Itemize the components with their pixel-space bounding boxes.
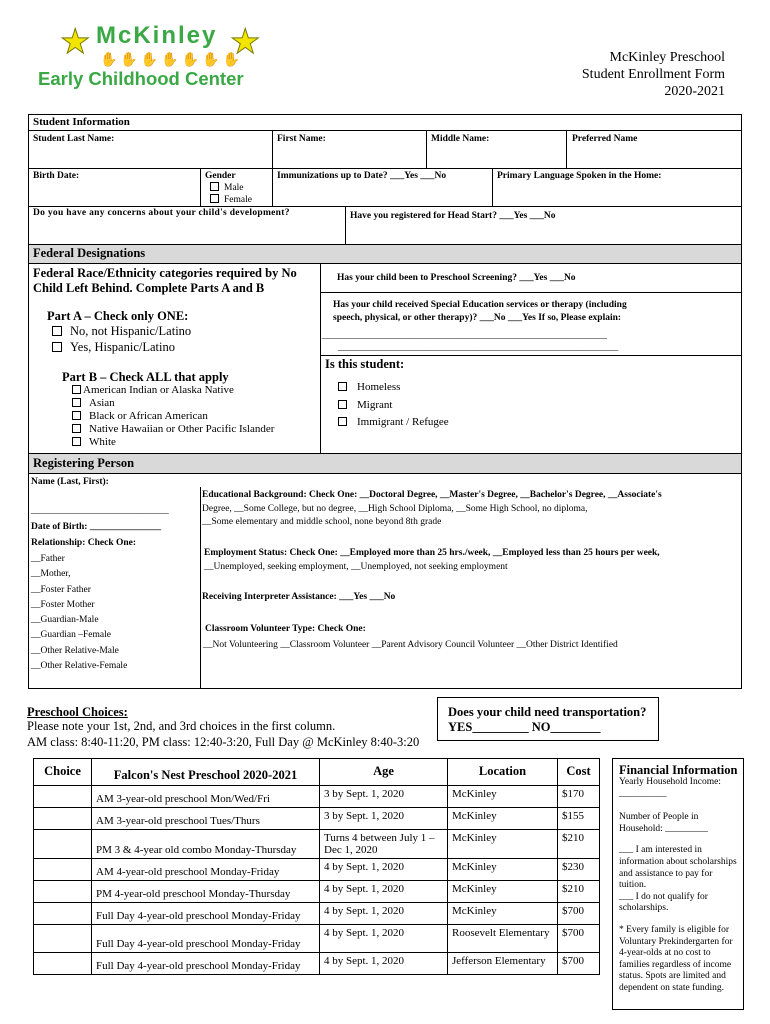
table-row: [34, 903, 600, 925]
people-label[interactable]: Number of People in Household: _________: [619, 812, 708, 834]
cost-cell: $210: [558, 830, 600, 859]
interested-option[interactable]: ___ I am interested in information about scholarships and assistance to pay for tuition.: [619, 845, 737, 891]
reg-dob-label[interactable]: Date of Birth: _______________: [31, 522, 162, 532]
table-row: [34, 859, 600, 881]
age-cell: 4 by Sept. 1, 2020: [320, 925, 448, 953]
choice-cell[interactable]: [34, 830, 92, 859]
checkbox-icon[interactable]: [210, 182, 219, 191]
th-program: Falcon's Nest Preschool 2020-2021: [92, 759, 320, 786]
choice-cell[interactable]: [34, 859, 92, 881]
sped-explain-blank[interactable]: ____________________________________________________________ ___________________________________________________________: [322, 331, 619, 353]
th-cost: Cost: [558, 759, 600, 786]
transport-answer[interactable]: YES_________ NO________: [448, 720, 601, 734]
part-b-option[interactable]: American Indian or Alaska Native: [72, 384, 234, 396]
location-cell: Roosevelt Elementary: [448, 925, 558, 953]
program-cell: AM 3-year-old preschool Mon/Wed/Fri: [92, 786, 320, 808]
program-cell: Full Day 4-year-old preschool Monday-Friday: [92, 925, 320, 953]
gender-label: Gender: [205, 171, 236, 181]
age-cell: 3 by Sept. 1, 2020: [320, 786, 448, 808]
part-a-label: Part A – Check only ONE:: [47, 309, 189, 323]
volunteer-label: Classroom Volunteer Type: Check One:: [205, 624, 366, 634]
cost-cell: $700: [558, 925, 600, 953]
location-cell: McKinley: [448, 830, 558, 859]
gender-male-option[interactable]: Male: [210, 182, 244, 193]
class-times: AM class: 8:40-11:20, PM class: 12:40-3:20, Full Day @ McKinley 8:40-3:20: [27, 735, 420, 749]
cost-cell: $700: [558, 953, 600, 975]
table-row: [34, 830, 600, 859]
part-a-option[interactable]: Yes, Hispanic/Latino: [52, 340, 175, 355]
location-cell: McKinley: [448, 881, 558, 903]
table-row: [34, 808, 600, 830]
race-question: Federal Race/Ethnicity categories required by No Child Left Behind. Complete Parts A and B: [33, 266, 297, 295]
federal-title: Federal Designations: [33, 246, 146, 260]
gender-female-option[interactable]: Female: [210, 194, 252, 205]
age-cell: Turns 4 between July 1 – Dec 1, 2020: [320, 830, 448, 859]
cost-cell: $155: [558, 808, 600, 830]
checkbox-icon[interactable]: [338, 400, 347, 409]
part-a-option[interactable]: No, not Hispanic/Latino: [52, 324, 191, 339]
choice-cell[interactable]: [34, 925, 92, 953]
table-row: [34, 953, 600, 975]
part-b-option[interactable]: Native Hawaiian or Other Pacific Islander: [72, 423, 274, 435]
birth-date-label[interactable]: Birth Date:: [33, 171, 80, 181]
title-line2: Student Enrollment Form: [581, 67, 725, 82]
program-cell: Full Day 4-year-old preschool Monday-Friday: [92, 953, 320, 975]
rel-option[interactable]: __Guardian –Female: [31, 630, 111, 641]
checkbox-icon[interactable]: [210, 194, 219, 203]
rel-option[interactable]: __Other Relative-Male: [31, 645, 119, 656]
middle-name-label[interactable]: Middle Name:: [431, 134, 490, 144]
rel-option[interactable]: __Father: [31, 554, 65, 564]
cost-cell: $230: [558, 859, 600, 881]
status-option[interactable]: Migrant: [338, 399, 392, 411]
part-b-option[interactable]: Black or African American: [72, 410, 208, 422]
hands-icon: ✋✋✋✋✋✋✋: [100, 53, 244, 68]
choice-cell[interactable]: [34, 903, 92, 925]
rel-option[interactable]: __Mother,: [31, 569, 71, 580]
location-cell: Jefferson Elementary: [448, 953, 558, 975]
rel-option[interactable]: __Foster Mother: [31, 599, 95, 610]
checkbox-icon[interactable]: [72, 424, 81, 433]
immunizations-label[interactable]: Immunizations up to Date? ___Yes ___No: [277, 171, 447, 181]
reg-name-label[interactable]: Name (Last, First):: [31, 477, 109, 487]
first-name-label[interactable]: First Name:: [277, 134, 326, 144]
registering-title: Registering Person: [33, 456, 135, 470]
financial-panel: [619, 763, 741, 995]
relationship-options[interactable]: [31, 552, 127, 674]
preschool-table: [33, 758, 600, 975]
head-start-label[interactable]: Have you registered for Head Start? ___Yes ___No: [350, 211, 556, 221]
primary-language-label[interactable]: Primary Language Spoken in the Home:: [497, 171, 662, 181]
income-label[interactable]: Yearly Household Income:: [619, 777, 721, 787]
choice-cell[interactable]: [34, 881, 92, 903]
cost-cell: $170: [558, 786, 600, 808]
income-blank[interactable]: __________: [619, 788, 667, 799]
cost-cell: $700: [558, 903, 600, 925]
checkbox-icon[interactable]: [72, 385, 81, 394]
status-option[interactable]: Immigrant / Refugee: [338, 416, 449, 428]
part-b-option[interactable]: Asian: [72, 397, 115, 409]
screening-question[interactable]: Has your child been to Preschool Screening? ___Yes ___No: [337, 273, 576, 283]
location-cell: McKinley: [448, 786, 558, 808]
not-qualify-option[interactable]: ___ I do not qualify for scholarships.: [619, 891, 708, 914]
age-cell: 4 by Sept. 1, 2020: [320, 953, 448, 975]
location-cell: McKinley: [448, 859, 558, 881]
sped-question[interactable]: Has your child received Special Education services or therapy (including speech, physical, or other therapy)? ___No ___Yes If so, Please explain:: [333, 300, 627, 323]
student-info-title: Student Information: [33, 116, 130, 128]
eligibility-note: * Every family is eligible for Voluntary Prekindergarten for 4-year-olds at no cost to families regardless of income status. Spots are limited and dependent on state funding.: [619, 924, 733, 993]
reg-name-blank[interactable]: _____________________________: [31, 506, 169, 516]
is-student-label: Is this student:: [325, 357, 405, 371]
age-cell: 3 by Sept. 1, 2020: [320, 808, 448, 830]
relationship-label: Relationship: Check One:: [31, 538, 137, 548]
choices-note: Please note your 1st, 2nd, and 3rd choices in the first column.: [27, 719, 336, 733]
employment-status[interactable]: Employment Status: Check One: __Employed more than 25 hrs./week, __Employed less than 25 hours per week, __Unemployed, seeking employment, __Unemployed, not seeking employment: [204, 548, 660, 572]
age-cell: 4 by Sept. 1, 2020: [320, 903, 448, 925]
location-cell: McKinley: [448, 808, 558, 830]
logo: [38, 22, 288, 94]
checkbox-icon[interactable]: [72, 411, 81, 420]
title-line3: 2020-2021: [664, 84, 725, 99]
interpreter-question[interactable]: Receiving Interpreter Assistance: ___Yes ___No: [202, 592, 396, 602]
checkbox-icon[interactable]: [338, 417, 347, 426]
choices-title: Preschool Choices:: [27, 705, 128, 719]
checkbox-icon[interactable]: [72, 398, 81, 407]
table-row: [34, 786, 600, 808]
th-age: Age: [320, 759, 448, 786]
rel-option[interactable]: __Guardian-Male: [31, 615, 99, 626]
th-choice: Choice: [34, 759, 92, 786]
location-cell: McKinley: [448, 903, 558, 925]
age-cell: 4 by Sept. 1, 2020: [320, 859, 448, 881]
logo-subtitle: Early Childhood Center: [38, 68, 244, 89]
program-cell: Full Day 4-year-old preschool Monday-Friday: [92, 903, 320, 925]
choice-cell[interactable]: [34, 953, 92, 975]
logo-name: McKinley: [96, 22, 218, 49]
checkbox-icon[interactable]: [52, 326, 62, 336]
transport-question: Does your child need transportation?: [448, 705, 647, 719]
financial-title: Financial Information: [619, 763, 738, 777]
part-b-option[interactable]: White: [72, 436, 116, 448]
preferred-name-label[interactable]: Preferred Name: [572, 134, 638, 144]
part-b-label: Part B – Check ALL that apply: [62, 370, 229, 384]
star-icon: ★: [60, 24, 91, 61]
status-option[interactable]: Homeless: [338, 381, 400, 393]
choice-cell[interactable]: [34, 808, 92, 830]
checkbox-icon[interactable]: [338, 382, 347, 391]
th-location: Location: [448, 759, 558, 786]
rel-option[interactable]: __Other Relative-Female: [31, 661, 128, 672]
cost-cell: $210: [558, 881, 600, 903]
program-cell: AM 4-year-old preschool Monday-Friday: [92, 859, 320, 881]
education-background[interactable]: Educational Background: Check One: __Doctoral Degree, __Master's Degree, __Bachelor's Degree, __Associate's Degree, __Some College, but no degree, __High School Diploma, __Some High School, no diploma, __Some elementary and middle school, none beyond 8th grade: [202, 490, 662, 527]
program-cell: AM 3-year-old preschool Tues/Thurs: [92, 808, 320, 830]
program-cell: PM 4-year-old preschool Monday-Thursday: [92, 881, 320, 903]
table-row: [34, 881, 600, 903]
star-icon: ★: [230, 24, 261, 61]
program-cell: PM 3 & 4-year old combo Monday-Thursday: [92, 830, 320, 859]
title-line1: McKinley Preschool: [609, 50, 725, 65]
student-last-name-label[interactable]: Student Last Name:: [33, 134, 115, 144]
volunteer-options[interactable]: __Not Volunteering __Classroom Volunteer __Parent Advisory Council Volunteer __Other District Identified: [203, 640, 618, 650]
age-cell: 4 by Sept. 1, 2020: [320, 881, 448, 903]
concerns-label[interactable]: Do you have any concerns about your child's development?: [33, 208, 290, 218]
table-row: [34, 925, 600, 953]
rel-option[interactable]: __Foster Father: [31, 584, 91, 595]
checkbox-icon[interactable]: [52, 342, 62, 352]
form-title: [582, 49, 725, 100]
choice-cell[interactable]: [34, 786, 92, 808]
checkbox-icon[interactable]: [72, 437, 81, 446]
